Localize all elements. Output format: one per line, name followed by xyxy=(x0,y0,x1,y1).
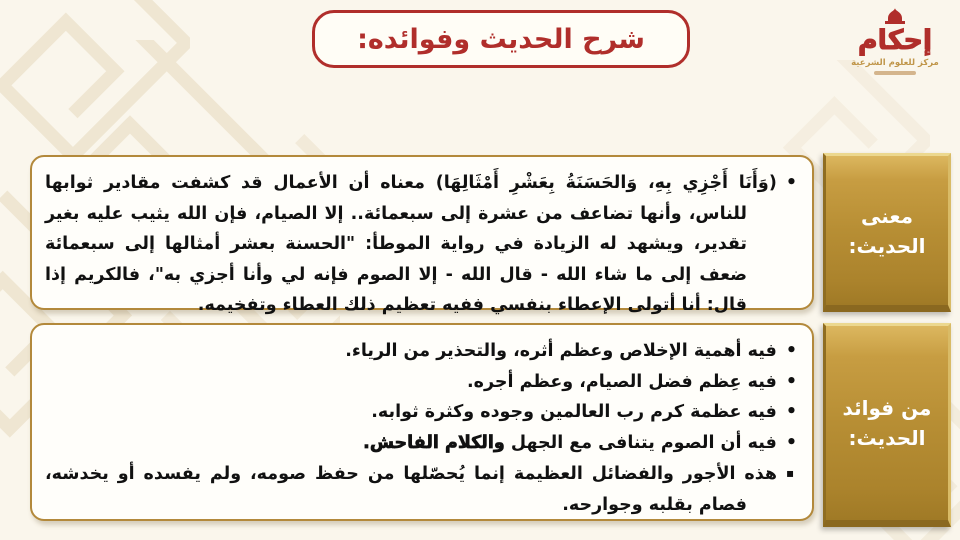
logo-tagline xyxy=(874,71,916,75)
benefit-text: فيه أهمية الإخلاص وعظم أثره، والتحذير من الرياء. xyxy=(345,341,777,361)
background-pattern-topleft xyxy=(0,0,190,160)
benefit-item xyxy=(45,336,797,367)
benefit-item xyxy=(45,367,797,398)
benefit-item xyxy=(45,458,797,520)
benefit-text: هذه الأجور والفضائل العظيمة إنما يُحصّلها من حفظ صومه، ولم يفسده أو يخدشه، فصام بقلبه وجوارحه. xyxy=(45,464,777,515)
meaning-content-box xyxy=(30,155,814,315)
meaning-text: (وَأَنَا أَجْزِي بِهِ، وَالحَسَنَةُ بِعَشْرِ أَمْثَالِهَا) معناه أن الأعمال قد كشفت مقادير ثوابها للناس، وأنها تضاعف من عشرة إلى سبعمائة.. إلا الصيام، فإن الله يثيب عليه بغير تقدير، ويشهد له الزيادة في رواية الموطأ: "الحسنة بعشر أمثالها إلى سبعمائة ضعف إلى ما شاء الله - قال الله - إلا الصوم فإنه لي وأنا أجزي به"، فالكريم إذا قال: أنا أتولى الإعطاء بنفسي ففيه تعظيم ذلك العطاء وتفخيمه. xyxy=(45,173,777,315)
page-title: شرح الحديث وفوائده: xyxy=(357,23,645,55)
benefit-item xyxy=(45,397,797,428)
benefits-label: من فوائد الحديث: xyxy=(842,396,932,450)
meaning-label: معنى الحديث: xyxy=(848,203,926,258)
meaning-paragraph xyxy=(45,168,797,321)
bullet-dot-icon: • xyxy=(785,432,797,453)
bullet-square-icon: ▪ xyxy=(786,466,797,480)
meaning-label-box xyxy=(823,153,951,312)
benefits-content-box xyxy=(30,323,814,521)
benefit-text: فيه عظمة كرم رب العالمين وجوده وكثرة ثوابه. xyxy=(371,402,777,422)
logo-subtitle: مركز للعلوم الشرعية xyxy=(851,58,939,69)
benefit-text-strong: والكلام الفاحش. xyxy=(363,432,505,453)
bullet-dot-icon: • xyxy=(785,402,797,422)
benefit-item xyxy=(45,428,797,459)
bullet-dot-icon: • xyxy=(785,341,797,361)
benefits-label-box xyxy=(823,323,951,527)
logo xyxy=(845,8,945,75)
logo-wordmark: إحكام xyxy=(857,25,933,56)
slide-title-box xyxy=(312,10,690,68)
bullet-dot-icon: • xyxy=(785,173,797,193)
benefit-text: فيه عِظم فضل الصيام، وعظم أجره. xyxy=(467,371,777,392)
bullet-dot-icon: • xyxy=(785,371,797,392)
benefit-text: فيه أن الصوم يتنافى مع الجهل xyxy=(504,432,777,453)
